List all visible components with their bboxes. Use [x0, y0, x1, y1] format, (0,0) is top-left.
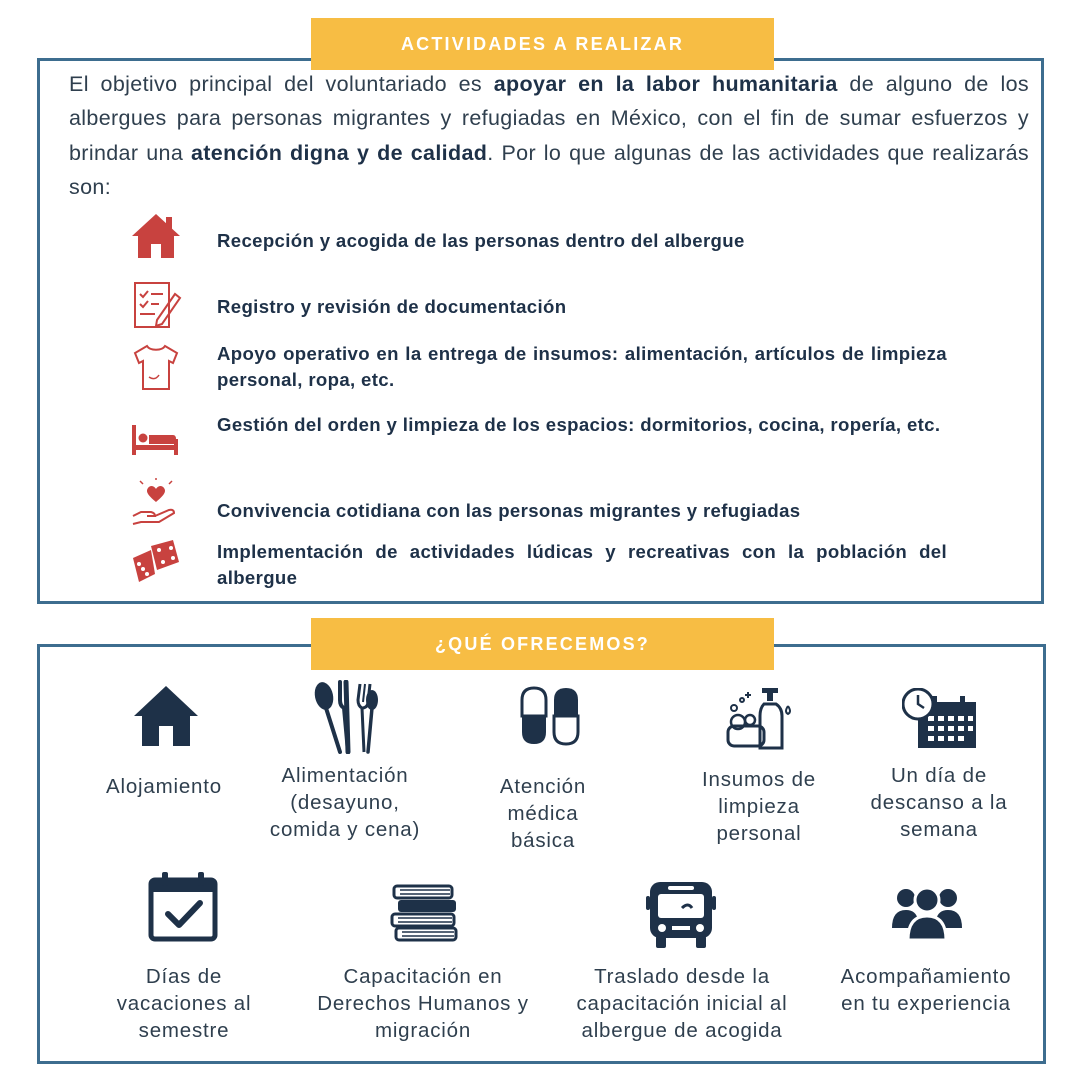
activities-tab-label: ACTIVIDADES A REALIZAR — [311, 18, 774, 70]
offer-text: Alojamiento — [106, 775, 222, 798]
clock-calendar-icon — [902, 688, 978, 750]
offer-text: Traslado desde la capacitación inicial al albergue de acogida — [576, 965, 788, 1042]
activities-intro — [69, 67, 1029, 204]
tshirt-icon — [129, 341, 183, 395]
soap-icon — [722, 686, 796, 752]
offer-text: Días de vacaciones al semestre — [116, 965, 252, 1042]
activity-text: Implementación de actividades lúdicas y recreativas con la población del albergue — [217, 541, 947, 588]
cutlery-icon — [310, 680, 380, 754]
dice-icon — [129, 536, 183, 590]
intro-text-2: de alguno de los albergues para personas migrantes y refugiadas en México, con el fin de sumar esfuerzos y brindar una — [69, 72, 1029, 165]
offer-text: Acompañamiento en tu experiencia — [840, 965, 1012, 1015]
intro-bold-1: apoyar en la labor humanitaria — [493, 72, 838, 96]
offer-text: Alimentación (desayuno, comida y cena) — [269, 764, 421, 841]
people-icon — [890, 880, 964, 942]
calendar-check-icon — [148, 870, 218, 942]
offers-tab-label: ¿QUÉ OFRECEMOS? — [311, 618, 774, 670]
activity-text: Registro y revisión de documentación — [217, 296, 567, 317]
intro-text-1: El objetivo principal del voluntariado es — [69, 72, 494, 96]
intro-bold-2: atención digna y de calidad — [190, 140, 488, 165]
pill-icon — [520, 686, 580, 746]
activity-text: Gestión del orden y limpieza de los espacios: dormitorios, cocina, ropería, etc. — [217, 414, 941, 435]
heart-hand-icon — [129, 478, 183, 532]
books-icon — [390, 884, 460, 942]
offer-text: Atención médica básica — [499, 775, 587, 852]
offer-text: Capacitación en Derechos Humanos y migración — [317, 965, 529, 1042]
activity-text: Recepción y acogida de las personas dentro del albergue — [217, 230, 745, 251]
activity-text: Convivencia cotidiana con las personas migrantes y refugiadas — [217, 500, 801, 521]
bus-icon — [646, 880, 716, 950]
bed-icon — [129, 413, 183, 467]
offer-text: Insumos de limpieza personal — [702, 768, 816, 845]
house-icon — [129, 210, 183, 264]
document-pen-icon — [129, 280, 183, 334]
activity-text: Apoyo operativo en la entrega de insumos: alimentación, artículos de limpieza personal, ropa, etc. — [217, 343, 947, 390]
house-icon — [132, 684, 200, 748]
offer-text: Un día de descanso a la semana — [870, 764, 1008, 841]
intro-text-3: . Por lo que algunas de las actividades que realizarás son: — [69, 140, 1029, 199]
